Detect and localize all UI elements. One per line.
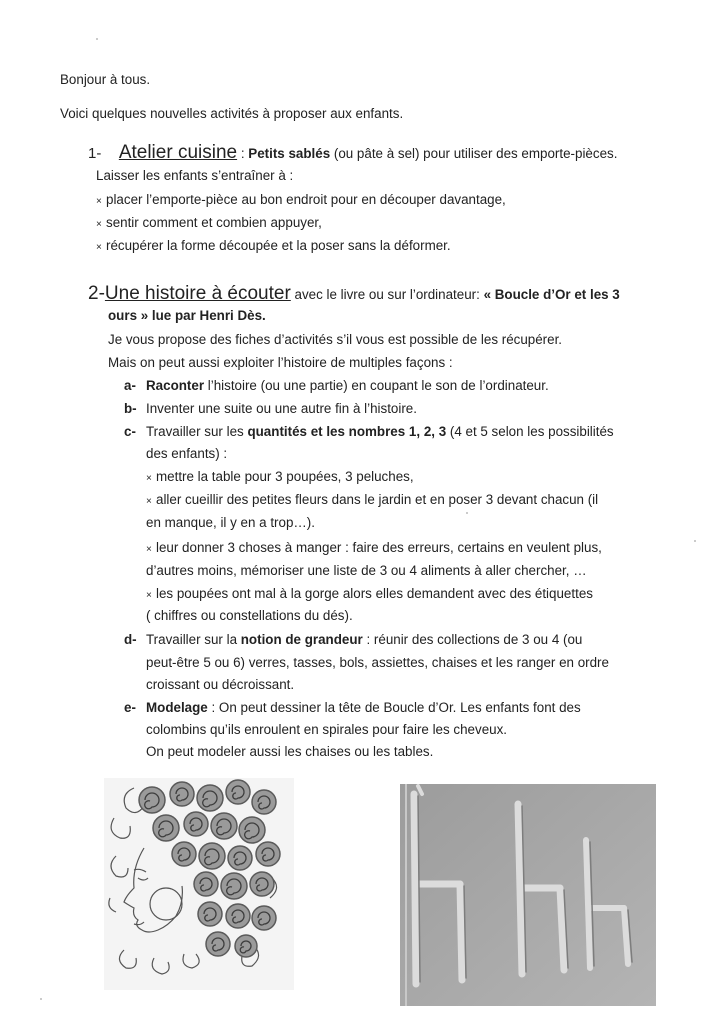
section2-title: Une histoire à écouter [104, 283, 291, 304]
section2-number: 2- [88, 283, 105, 304]
list-item-text: leur donner 3 choses à manger : faire des erreurs, certains en veulent plus, [156, 540, 602, 555]
section1-title: Atelier cuisine [118, 142, 238, 163]
section1-bold: Petits sablés [248, 146, 331, 161]
item-c [124, 422, 614, 442]
section2-heading [88, 284, 620, 305]
bullet-mark: × [96, 219, 102, 230]
list-item [96, 190, 506, 212]
item-d [124, 630, 582, 650]
item-e-letter: e- [124, 700, 136, 715]
bullet-mark: × [146, 590, 152, 601]
section1-number: 1- [88, 145, 102, 162]
list-item [146, 467, 414, 489]
item-c-line2: des enfants) : [146, 446, 228, 461]
scan-speck [40, 998, 42, 1000]
item-d-bold: notion de grandeur [240, 632, 363, 647]
item-a-text: l’histoire (ou une partie) en coupant le son de l’ordinateur. [204, 378, 549, 393]
section1-heading [88, 143, 617, 164]
item-c-post: (4 et 5 selon les possibilités [446, 424, 614, 439]
bullet-mark: × [146, 473, 152, 484]
section1-sep: : [237, 146, 249, 161]
list-item [146, 490, 598, 512]
section2-bold1: « Boucle d’Or et les 3 [483, 287, 620, 302]
item-c-bold: quantités et les nombres 1, 2, 3 [247, 424, 447, 439]
item-b [124, 399, 417, 419]
bullet-mark: × [146, 496, 152, 507]
item-b-text: Inventer une suite ou une autre fin à l’histoire. [146, 401, 417, 416]
item-e [124, 698, 581, 718]
list-item-text: mettre la table pour 3 poupées, 3 peluches, [156, 469, 414, 484]
dough-chairs-photo [400, 784, 656, 1006]
bullet-mark: × [146, 544, 152, 555]
item-b-letter: b- [124, 401, 137, 416]
dough-chairs-image [400, 784, 656, 1006]
scan-speck [694, 540, 696, 542]
list-item [96, 213, 322, 235]
list-item-text: aller cueillir des petites fleurs dans le jardin et en poser 3 devant chacun (il [156, 492, 599, 507]
list-item [146, 584, 593, 606]
item-a-bold: Raconter [146, 378, 205, 393]
list-item-cont: ( chiffres ou constellations du dés). [146, 608, 353, 623]
section2-rest: avec le livre ou sur l’ordinateur: [290, 287, 484, 302]
item-d-line2: peut-être 5 ou 6) verres, tasses, bols, assiettes, chaises et les ranger en ordre [146, 655, 609, 670]
section1-lead: Laisser les enfants s’entraîner à : [96, 168, 294, 183]
item-d-post: : réunir des collections de 3 ou 4 (ou [362, 632, 583, 647]
item-a [124, 376, 549, 396]
list-item-text: récupérer la forme découpée et la poser sans la déformer. [106, 238, 451, 253]
item-d-line3: croissant ou décroissant. [146, 677, 295, 692]
item-e-line3: On peut modeler aussi les chaises ou les tables. [146, 744, 434, 759]
scan-speck [466, 512, 468, 514]
bullet-mark: × [96, 196, 102, 207]
list-item-text: sentir comment et combien appuyer, [106, 215, 322, 230]
list-item [96, 236, 451, 258]
list-item-text: placer l’emporte-pièce au bon endroit pour en découper davantage, [106, 192, 506, 207]
section1-rest: (ou pâte à sel) pour utiliser des emporte-pièces. [330, 146, 618, 161]
intro: Voici quelques nouvelles activités à proposer aux enfants. [60, 106, 404, 121]
item-e-post: : On peut dessiner la tête de Boucle d’Or. Les enfants font des [207, 700, 581, 715]
section2-p1: Je vous propose des fiches d’activités s’il vous est possible de les récupérer. [108, 332, 563, 347]
item-c-letter: c- [124, 424, 136, 439]
boucle-dor-drawing [104, 778, 294, 990]
item-c-pre: Travailler sur les [146, 424, 248, 439]
section2-bold2: ours » lue par Henri Dès. [108, 308, 266, 323]
boucle-dor-drawing-image [104, 778, 294, 990]
item-d-letter: d- [124, 632, 137, 647]
item-e-line2: colombins qu’ils enroulent en spirales pour faire les cheveux. [146, 722, 507, 737]
item-e-bold: Modelage [146, 700, 208, 715]
item-a-letter: a- [124, 378, 136, 393]
section2-p2: Mais on peut aussi exploiter l’histoire de multiples façons : [108, 355, 453, 370]
scan-speck [96, 38, 98, 40]
list-item [146, 538, 602, 560]
list-item-cont: d’autres moins, mémoriser une liste de 3 ou 4 aliments à aller chercher, … [146, 563, 587, 578]
list-item-text: les poupées ont mal à la gorge alors elles demandent avec des étiquettes [156, 586, 593, 601]
bullet-mark: × [96, 242, 102, 253]
greeting: Bonjour à tous. [60, 72, 151, 87]
item-d-pre: Travailler sur la [146, 632, 241, 647]
list-item-cont: en manque, il y en a trop…). [146, 515, 315, 530]
